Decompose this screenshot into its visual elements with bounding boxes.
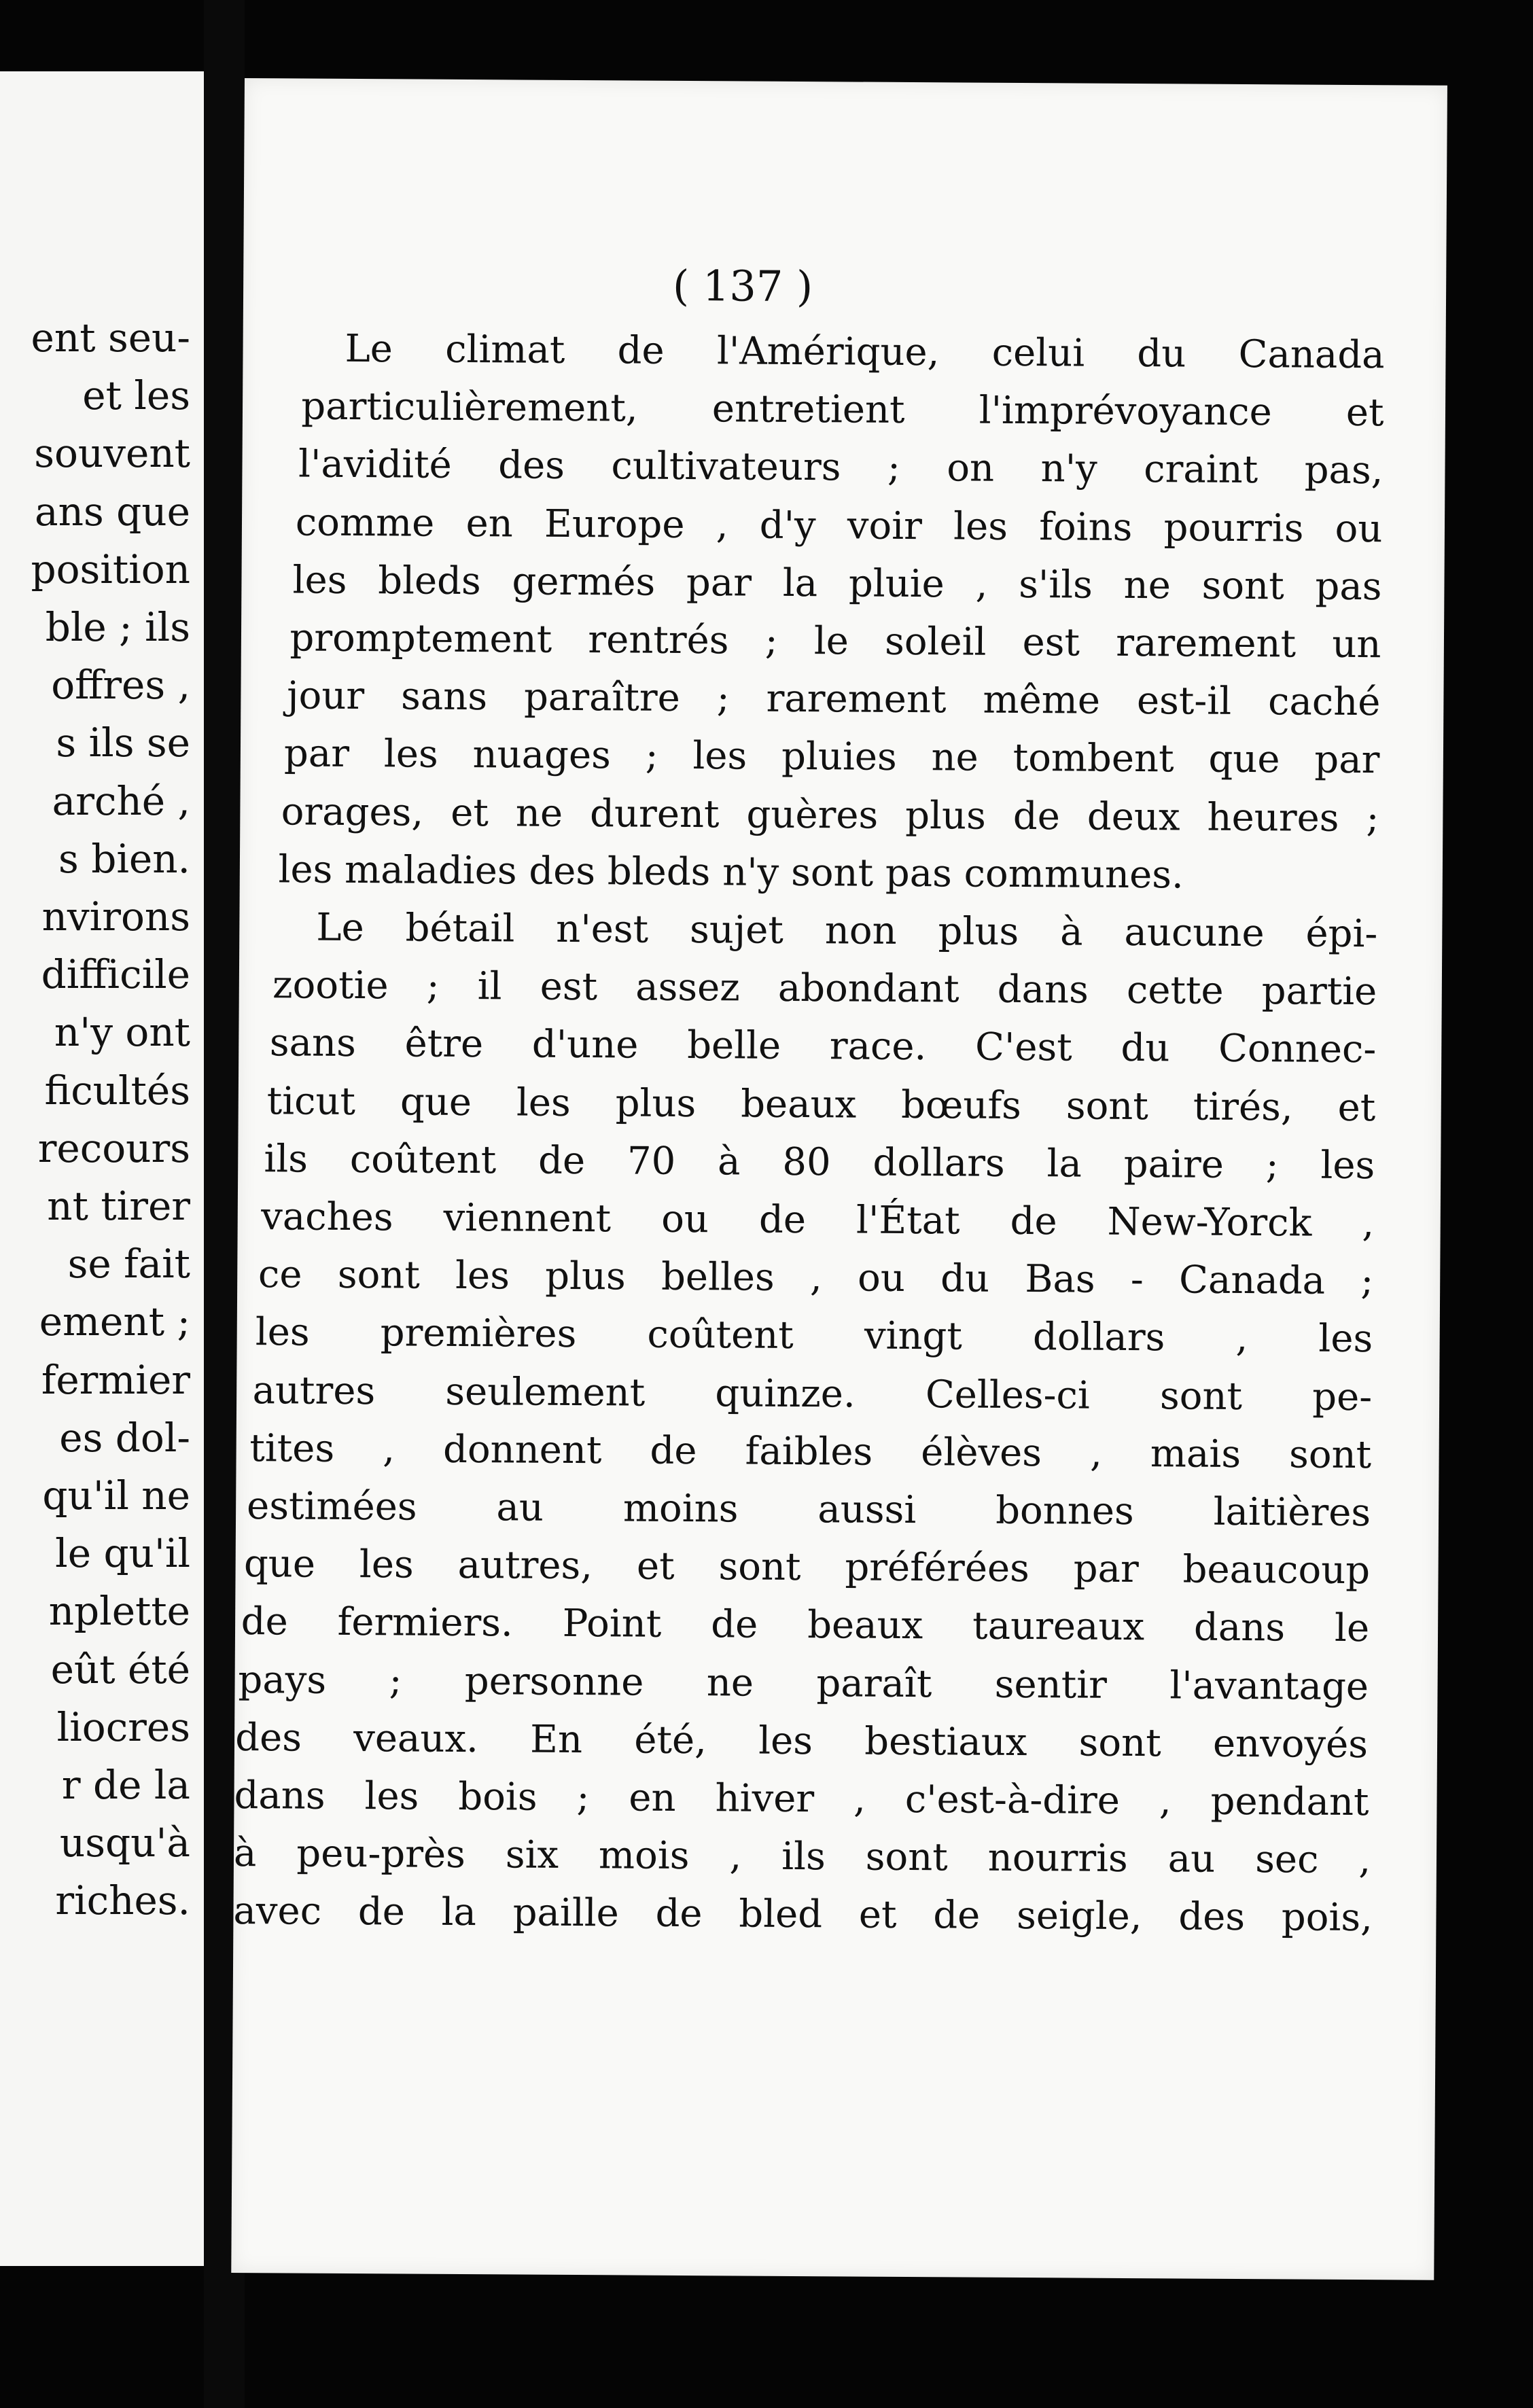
left-page-line: riches. — [55, 1877, 190, 1924]
text-line: particulièrement, entretient l'imprévoyance et — [301, 384, 1384, 436]
text-line: l'avidité des cultivateurs ; on n'y craint pas, — [298, 442, 1384, 493]
text-line: par les nuages ; les pluies ne tombent que par — [283, 731, 1380, 783]
text-line: jour sans paraître ; rarement même est-il caché — [287, 673, 1381, 725]
text-line: de fermiers. Point de beaux taureaux dans le — [241, 1599, 1370, 1651]
left-page-line: et les — [82, 372, 190, 419]
left-page-line: s ils se — [56, 720, 190, 766]
text-line: les maladies des bleds n'y sont pas communes. — [278, 847, 1184, 898]
text-line: Le bétail n'est sujet non plus à aucune épi- — [316, 905, 1378, 957]
page-number: ( 137 ) — [672, 260, 813, 312]
left-page-line: souvent — [34, 430, 190, 477]
text-line: sans être d'une belle race. C'est du Connec- — [269, 1021, 1377, 1072]
text-line: à peu-près six mois , ils sont nourris au sec , — [233, 1831, 1371, 1883]
text-line: dans les bois ; en hiver , c'est-à-dire , pendant — [234, 1773, 1369, 1825]
left-page-line: le qu'il — [55, 1530, 190, 1577]
text-line: les premières coûtent vingt dollars , les — [255, 1310, 1373, 1362]
left-page-line: liocres — [56, 1703, 190, 1750]
left-page-line: ent seu- — [31, 315, 190, 361]
left-page-line: eût été — [50, 1646, 190, 1693]
text-line: ils coûtent de 70 à 80 dollars la paire ; les — [264, 1137, 1375, 1188]
left-page-line: nplette — [48, 1588, 190, 1635]
text-line: zootie ; il est assez abondant dans cette partie — [272, 963, 1377, 1014]
text-line: autres seulement quinze. Celles-ci sont pe- — [252, 1368, 1373, 1419]
left-page-line: difficile — [41, 951, 190, 998]
left-page-line: offres , — [51, 662, 190, 709]
text-line: Le climat de l'Amérique, celui du Canada — [345, 326, 1385, 378]
left-page-line: ans que — [35, 488, 190, 535]
left-page-line: ble ; ils — [45, 604, 190, 651]
left-page-line: ficultés — [44, 1067, 190, 1114]
left-page-line: recours — [37, 1125, 190, 1171]
text-line: des veaux. En été, les bestiaux sont envoyés — [235, 1715, 1369, 1767]
left-page-line: nt tirer — [47, 1183, 190, 1230]
text-line: que les autres, et sont préférées par beaucoup — [243, 1542, 1371, 1593]
left-page-line: usqu'à — [59, 1820, 190, 1866]
text-line: vaches viennent ou de l'État de New-Yorck , — [261, 1194, 1375, 1246]
left-page-line: se fait — [67, 1241, 190, 1288]
left-page-text — [0, 309, 190, 1930]
text-line: ce sont les plus belles , ou du Bas - Canada ; — [258, 1252, 1374, 1304]
text-line: avec de la paille de bled et de seigle, des pois, — [233, 1889, 1373, 1941]
left-page-line: es dol- — [59, 1414, 190, 1461]
text-line: pays ; personne ne paraît sentir l'avantage — [238, 1657, 1369, 1709]
left-page-line: r de la — [61, 1762, 190, 1809]
left-page-line: n'y ont — [54, 1009, 190, 1056]
text-line: ticut que les plus beaux bœufs sont tirés, et — [266, 1078, 1376, 1130]
text-line: promptement rentrés ; le soleil est rarement un — [289, 616, 1381, 667]
left-page-line: nvirons — [41, 893, 190, 940]
right-main-page — [231, 78, 1447, 2280]
left-page-line: ement ; — [39, 1298, 190, 1345]
left-page-line: qu'il ne — [42, 1472, 190, 1519]
text-line: comme en Europe , d'y voir les foins pourris ou — [295, 500, 1383, 551]
left-page-line: arché , — [52, 777, 190, 824]
main-text-block — [233, 319, 1446, 1947]
left-facing-page — [0, 71, 204, 2266]
left-page-line: s bien. — [58, 835, 190, 882]
text-line: orages, et ne durent guères plus de deux heures ; — [281, 789, 1379, 840]
left-page-line: fermier — [41, 1356, 190, 1403]
text-line: les bleds germés par la pluie , s'ils ne sont pas — [292, 558, 1382, 609]
left-page-line: position — [31, 546, 190, 592]
text-line: estimées au moins aussi bonnes laitières — [246, 1484, 1371, 1536]
text-line: tites , donnent de faibles élèves , mais sont — [249, 1426, 1372, 1478]
